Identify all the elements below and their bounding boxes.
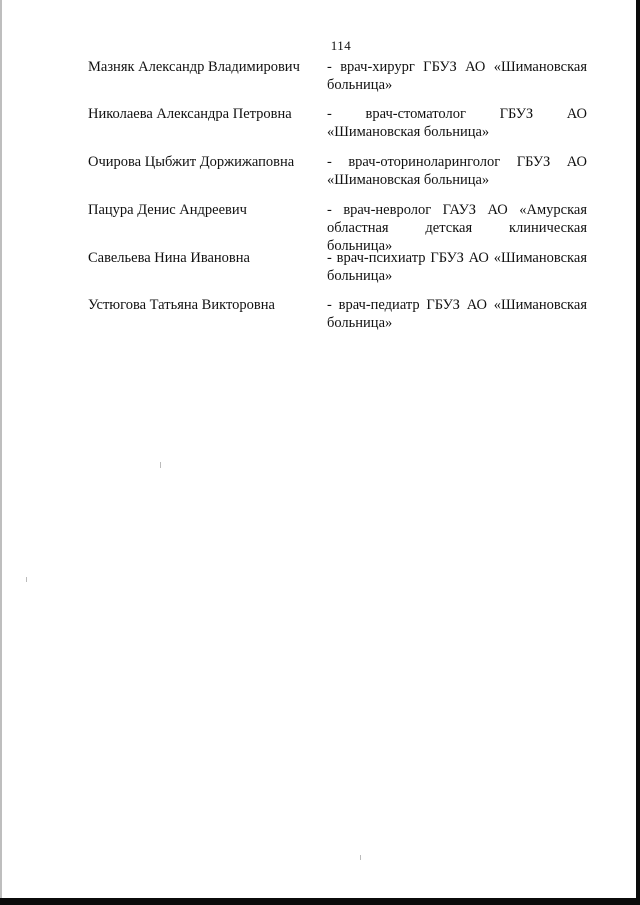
person-role: - врач-психиатр ГБУЗ АО «Шимановская больница» [327,250,587,284]
person-name: Пацура Денис Андреевич [88,202,247,218]
scan-speck [26,577,27,582]
person-role: - врач-невролог ГАУЗ АО «Амурская областная детская клиническая больница» [327,202,587,254]
person-name: Устюгова Татьяна Викторовна [88,297,275,313]
roster-entry [0,296,640,336]
person-role: - врач-стоматолог ГБУЗ АО «Шимановская больница» [327,106,587,140]
roster-entry [0,153,640,193]
roster-entry [0,58,640,98]
person-name: Очирова Цыбжит Доржижаповна [88,154,295,170]
scan-speck [160,462,161,468]
person-name: Мазняк Александр Владимирович [88,59,300,75]
roster-entry [0,105,640,145]
page-number: 114 [330,38,352,53]
roster-entry [0,249,640,289]
roster-entry [0,201,640,254]
person-role: - врач-хирург ГБУЗ АО «Шимановская больница» [327,59,587,93]
person-name: Николаева Александра Петровна [88,106,292,122]
scan-speck [360,855,361,860]
person-role: - врач-педиатр ГБУЗ АО «Шимановская больница» [327,297,587,331]
person-role: - врач-оториноларинголог ГБУЗ АО «Шимановская больница» [327,154,587,188]
person-name: Савельева Нина Ивановна [88,250,250,266]
scan-edge-bottom [0,898,640,905]
